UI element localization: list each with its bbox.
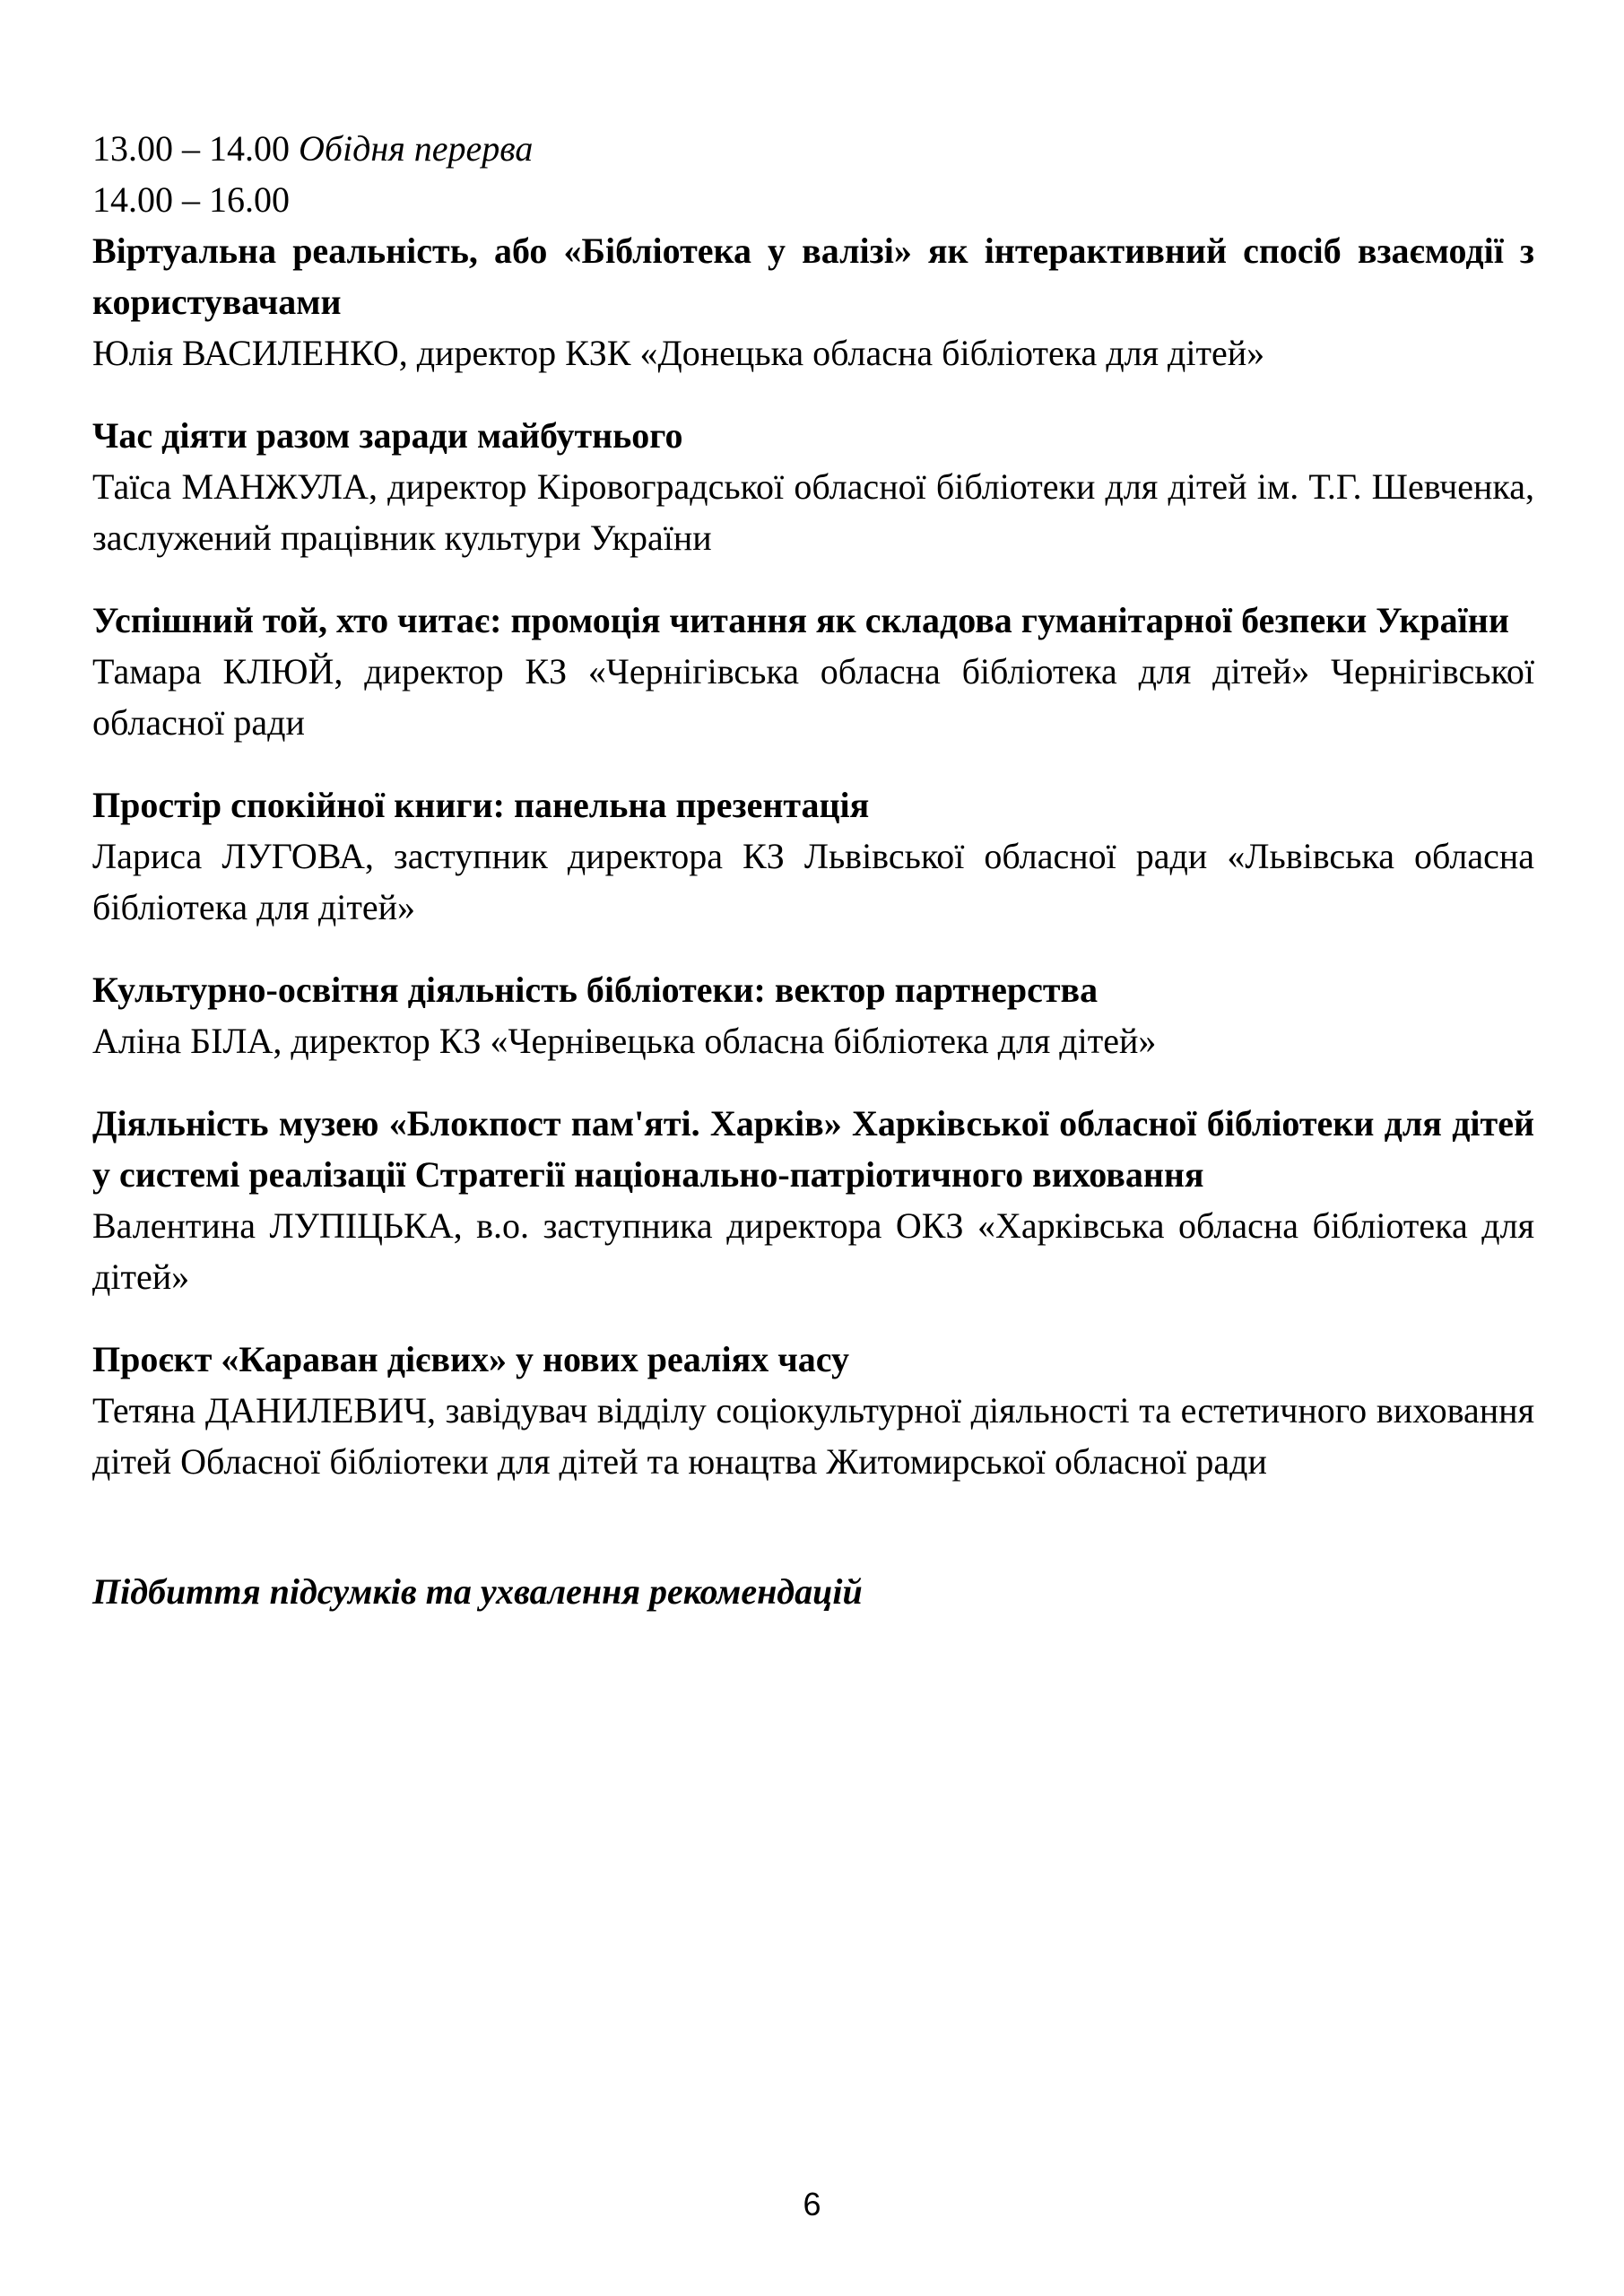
closing-line: Підбиття підсумків та ухвалення рекомендацій	[92, 1571, 863, 1612]
session-title: Проєкт «Караван дієвих» у нових реаліях часу	[92, 1339, 850, 1379]
time-range: 13.00 – 14.00	[92, 128, 290, 169]
schedule-line-afternoon	[92, 174, 1534, 225]
page-number: 6	[803, 2186, 821, 2222]
session-speaker: Лариса ЛУГОВА, заступник директора КЗ Львівської обласної ради «Львівська обласна бібліотека для дітей»	[92, 836, 1534, 927]
session-title: Віртуальна реальність, або «Бібліотека у валізі» як інтерактивний спосіб взаємодії з користувачами	[92, 230, 1534, 322]
session-title: Діяльність музею «Блокпост пам'яті. Харків» Харківської обласної бібліотеки для дітей у системі реалізації Стратегії національно-патріотичного виховання	[92, 1103, 1534, 1195]
session-speaker: Юлія ВАСИЛЕНКО, директор КЗК «Донецька обласна бібліотека для дітей»	[92, 333, 1265, 373]
session-speaker: Тамара КЛЮЙ, директор КЗ «Чернігівська обласна бібліотека для дітей» Чернігівської обласної ради	[92, 651, 1534, 743]
session-block	[92, 410, 1534, 563]
session-title: Культурно-освітня діяльність бібліотеки: вектор партнерства	[92, 970, 1099, 1010]
time-range: 14.00 – 16.00	[92, 179, 290, 220]
session-block	[92, 595, 1534, 748]
page-content	[92, 123, 1534, 1617]
schedule-line-lunch	[92, 123, 1534, 174]
session-title: Простір спокійної книги: панельна презентація	[92, 785, 870, 825]
session-block	[92, 225, 1534, 378]
session-title: Успішний той, хто читає: промоція читання як складова гуманітарної безпеки України	[92, 600, 1509, 640]
session-speaker: Тетяна ДАНИЛЕВИЧ, завідувач відділу соціокультурної діяльності та естетичного виховання дітей Обласної бібліотеки для дітей та юнацтва Житомирської обласної ради	[92, 1390, 1534, 1482]
session-title: Час діяти разом заради майбутнього	[92, 415, 683, 456]
session-block	[92, 779, 1534, 933]
session-block	[92, 964, 1534, 1066]
session-speaker: Таїса МАНЖУЛА, директор Кіровоградської обласної бібліотеки для дітей ім. Т.Г. Шевченка, заслужений працівник культури України	[92, 466, 1534, 558]
session-speaker: Валентина ЛУПІЦЬКА, в.о. заступника директора ОКЗ «Харківська обласна бібліотека для дітей»	[92, 1205, 1534, 1297]
schedule-note: Обідня перерва	[299, 128, 534, 169]
session-block	[92, 1098, 1534, 1302]
session-block	[92, 1334, 1534, 1487]
session-speaker: Аліна БІЛА, директор КЗ «Чернівецька обласна бібліотека для дітей»	[92, 1021, 1157, 1061]
